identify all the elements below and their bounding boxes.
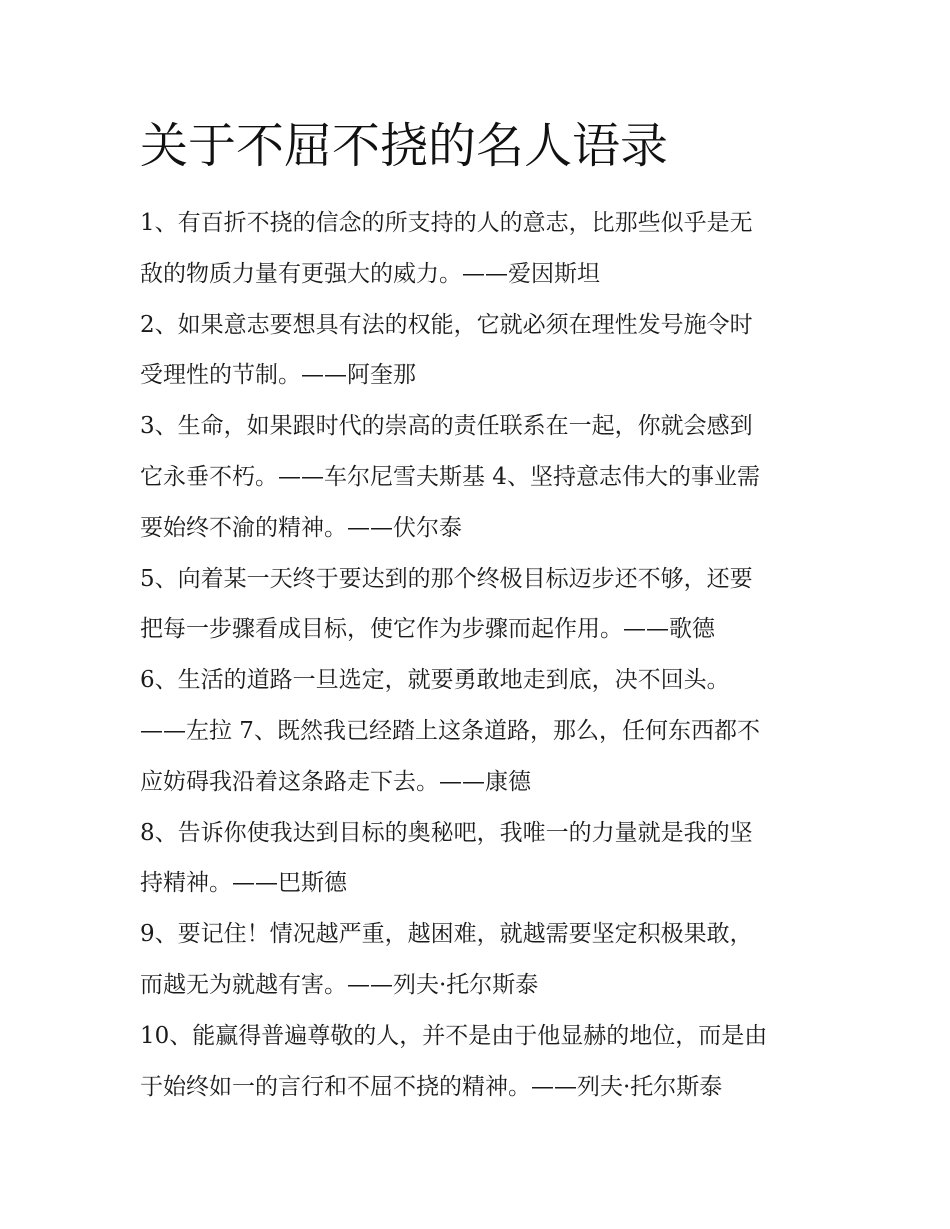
text-line: 于始终如一的言行和不屈不挠的精神。——列夫·托尔斯泰 [140, 1073, 723, 1100]
text-line: 持精神。——巴斯德 [140, 870, 347, 897]
text-line: 而越无为就越有害。——列夫·托尔斯泰 [140, 971, 539, 998]
text-line: 它永垂不朽。——车尔尼雪夫斯基 4、坚持意志伟大的事业需 [140, 463, 760, 490]
text-line: 10、能赢得普遍尊敬的人，并不是由于他显赫的地位，而是由 [140, 1022, 768, 1049]
text-line: 2、如果意志要想具有法的权能，它就必须在理性发号施令时 [140, 311, 753, 338]
text-line: 1、有百折不挠的信念的所支持的人的意志，比那些似乎是无 [140, 210, 753, 236]
text-line: 3、生命，如果跟时代的崇高的责任联系在一起，你就会感到 [140, 413, 753, 440]
page-title: 关于不屈不挠的名人语录 [140, 118, 669, 174]
text-line: 敌的物质力量有更强大的威力。——爱因斯坦 [140, 260, 600, 287]
text-line: 6、生活的道路一旦选定，就要勇敢地走到底，决不回头。 [140, 667, 730, 694]
text-line: 8、告诉你使我达到目标的奥秘吧，我唯一的力量就是我的坚 [140, 819, 753, 846]
text-line: 应妨碍我沿着这条路走下去。——康德 [140, 768, 531, 795]
text-line: 要始终不渝的精神。——伏尔泰 [140, 514, 462, 541]
text-line: 受理性的节制。——阿奎那 [140, 362, 416, 389]
quote-body [140, 198, 820, 1112]
text-line: 9、要记住！情况越严重，越困难，就越需要坚定积极果敢， [140, 921, 753, 948]
text-line: ——左拉 7、既然我已经踏上这条道路，那么，任何东西都不 [140, 717, 760, 744]
text-line: 5、向着某一天终于要达到的那个终极目标迈步还不够，还要 [140, 565, 753, 592]
text-line: 把每一步骤看成目标，使它作为步骤而起作用。——歌德 [140, 616, 715, 643]
